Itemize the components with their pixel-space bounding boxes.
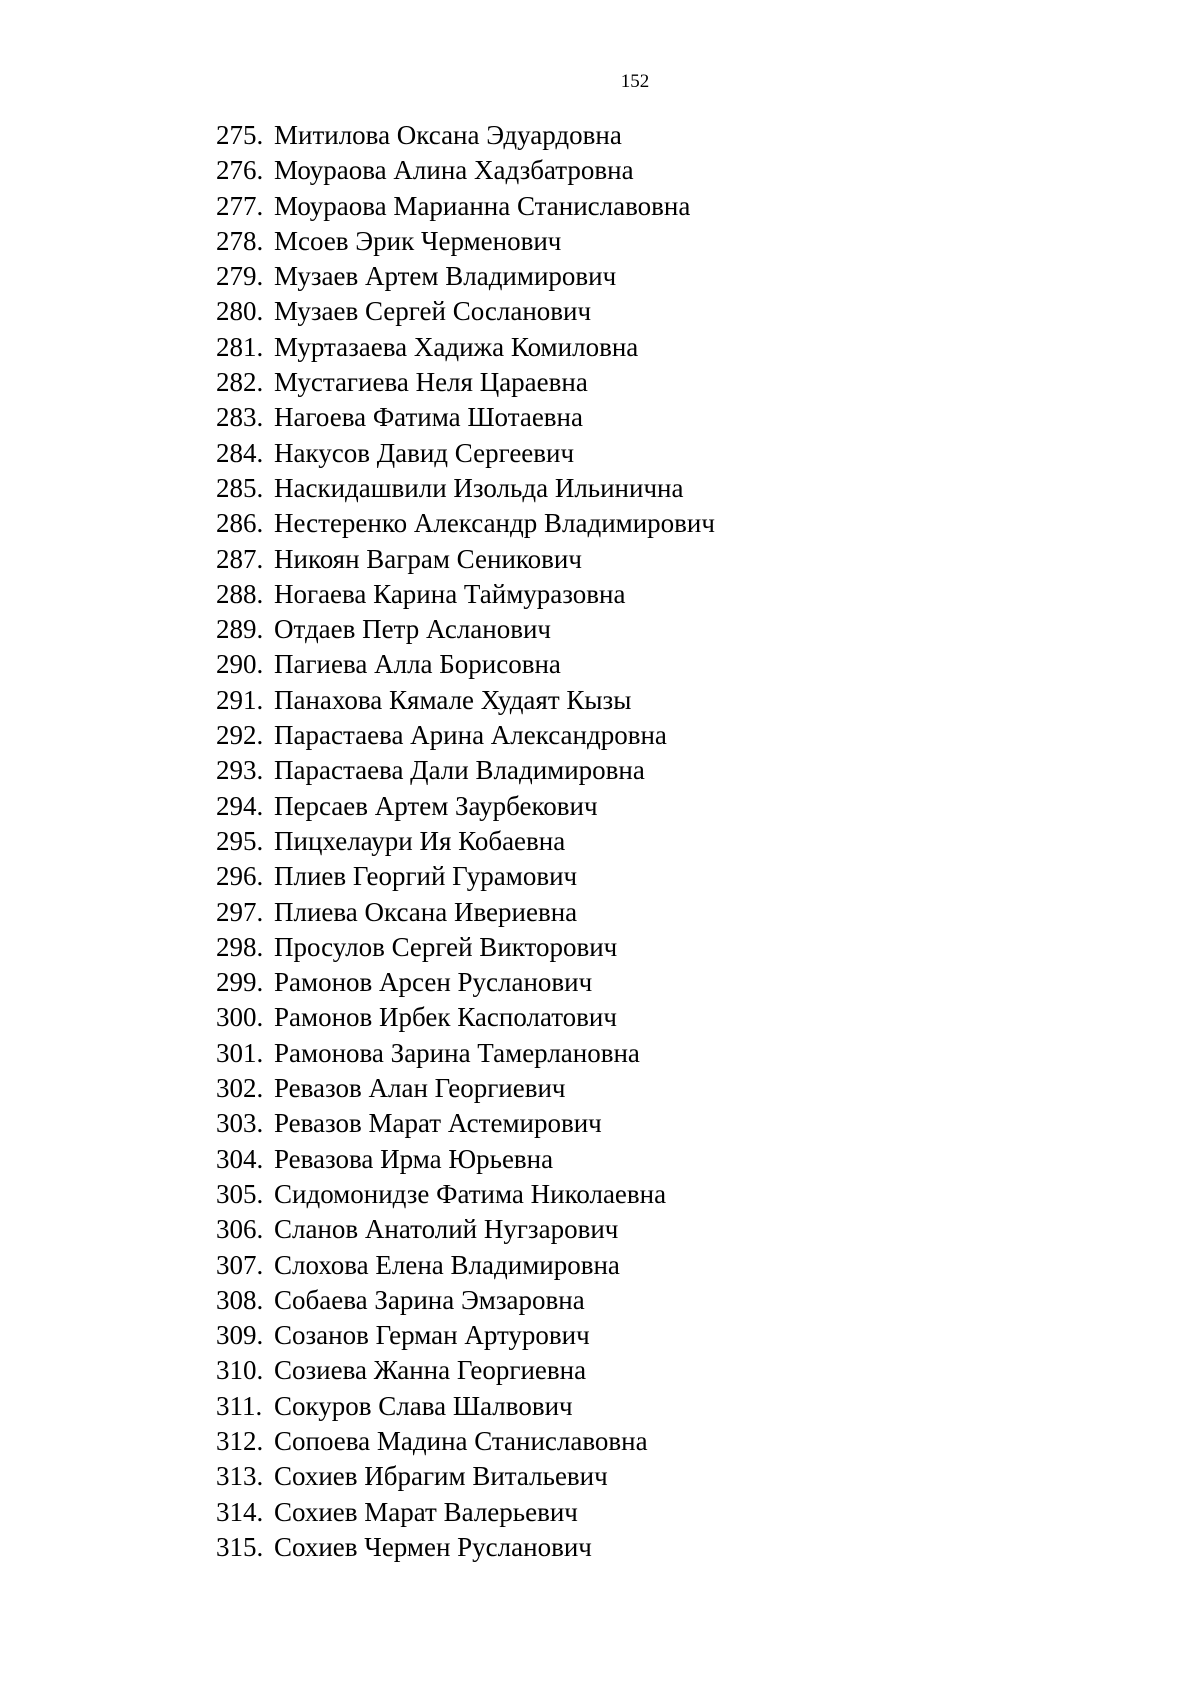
list-item (216, 824, 715, 859)
list-item (216, 895, 715, 930)
list-item (216, 577, 715, 612)
list-item-number: 281. (216, 331, 264, 362)
list-item-number: 311. (216, 1390, 263, 1421)
list-item-name: Рамонова Зарина Тамерлановна (274, 1037, 640, 1068)
list-item-name: Никоян Ваграм Сеникович (274, 543, 582, 574)
list-item-number: 296. (216, 861, 264, 892)
list-item (216, 683, 715, 718)
list-item-name: Просулов Сергей Викторович (274, 931, 618, 962)
list-item-name: Парастаева Арина Александровна (274, 720, 667, 751)
list-item-name: Сохиев Марат Валерьевич (274, 1496, 578, 1527)
list-item-number: 283. (216, 402, 264, 433)
list-item (216, 259, 715, 294)
list-item-number: 276. (216, 155, 264, 186)
list-item-name: Рамонов Арсен Русланович (274, 967, 593, 998)
list-item-name: Плиева Оксана Ивериевна (274, 896, 578, 927)
list-item (216, 1353, 715, 1388)
list-item-number: 284. (216, 437, 264, 468)
list-item-name: Персаев Артем Заурбекович (274, 790, 598, 821)
list-item (216, 153, 715, 188)
list-item-name: Пагиева Алла Борисовна (274, 649, 561, 680)
list-item-name: Сопоева Мадина Станиславовна (274, 1425, 648, 1456)
list-item-name: Мсоев Эрик Черменович (274, 225, 562, 256)
list-item-name: Панахова Кямале Худаят Кызы (274, 684, 632, 715)
list-item (216, 612, 715, 647)
list-item (216, 1071, 715, 1106)
list-item-name: Собаева Зарина Эмзаровна (274, 1284, 585, 1315)
list-item-number: 305. (216, 1178, 264, 1209)
list-item-number: 313. (216, 1461, 264, 1492)
list-item-number: 314. (216, 1496, 264, 1527)
list-item (216, 1248, 715, 1283)
list-item-number: 297. (216, 896, 264, 927)
list-item (216, 365, 715, 400)
list-item-name: Сланов Анатолий Нугзарович (274, 1214, 619, 1245)
list-item (216, 1177, 715, 1212)
list-item (216, 965, 715, 1000)
list-item (216, 647, 715, 682)
list-item-number: 302. (216, 1073, 264, 1104)
list-item-number: 279. (216, 261, 264, 292)
list-item-name: Накусов Давид Сергеевич (274, 437, 575, 468)
list-item-name: Муртазаева Хадижа Комиловна (274, 331, 639, 362)
list-item (216, 224, 715, 259)
list-item (216, 542, 715, 577)
list-item (216, 506, 715, 541)
list-item-number: 288. (216, 578, 264, 609)
list-item-name: Мустагиева Неля Цараевна (274, 367, 588, 398)
list-item-number: 285. (216, 472, 264, 503)
list-item-name: Музаев Артем Владимирович (274, 261, 617, 292)
name-list (216, 118, 715, 1565)
list-item-number: 300. (216, 1002, 264, 1033)
list-item-name: Плиев Георгий Гурамович (274, 861, 578, 892)
list-item-name: Моураова Алина Хадзбатровна (274, 155, 634, 186)
list-item-number: 293. (216, 755, 264, 786)
list-item-name: Наскидашвили Изольда Ильинична (274, 472, 684, 503)
page-number: 152 (620, 71, 650, 92)
list-item-number: 287. (216, 543, 264, 574)
list-item-name: Созиева Жанна Георгиевна (274, 1355, 587, 1386)
list-item-name: Отдаев Петр Асланович (274, 614, 552, 645)
list-item-name: Сохиев Чермен Русланович (274, 1531, 592, 1562)
list-item-number: 298. (216, 931, 264, 962)
list-item (216, 189, 715, 224)
list-item-number: 310. (216, 1355, 264, 1386)
list-item-name: Нестеренко Александр Владимирович (274, 508, 715, 539)
list-item (216, 1106, 715, 1141)
list-item (216, 1495, 715, 1530)
list-item (216, 436, 715, 471)
list-item-number: 304. (216, 1143, 264, 1174)
list-item-number: 290. (216, 649, 264, 680)
list-item-name: Рамонов Ирбек Касполатович (274, 1002, 617, 1033)
list-item-number: 299. (216, 967, 264, 998)
list-item-name: Музаев Сергей Сосланович (274, 296, 592, 327)
list-item (216, 859, 715, 894)
list-item-name: Слохова Елена Владимировна (274, 1249, 620, 1280)
list-item-number: 277. (216, 190, 264, 221)
list-item-name: Ревазов Алан Георгиевич (274, 1073, 566, 1104)
list-item-name: Созанов Герман Артурович (274, 1320, 590, 1351)
list-item-number: 303. (216, 1108, 264, 1139)
list-item (216, 1212, 715, 1247)
list-item (216, 1318, 715, 1353)
list-item-number: 292. (216, 720, 264, 751)
list-item (216, 1530, 715, 1565)
list-item (216, 718, 715, 753)
list-item-name: Ногаева Карина Таймуразовна (274, 578, 626, 609)
list-item-number: 306. (216, 1214, 264, 1245)
list-item-name: Ревазова Ирма Юрьевна (274, 1143, 554, 1174)
list-item-number: 312. (216, 1425, 264, 1456)
list-item (216, 789, 715, 824)
list-item-number: 291. (216, 684, 264, 715)
list-item-number: 307. (216, 1249, 264, 1280)
list-item (216, 294, 715, 329)
list-item-number: 295. (216, 825, 264, 856)
list-item-number: 308. (216, 1284, 264, 1315)
list-item (216, 1389, 715, 1424)
list-item-number: 309. (216, 1320, 264, 1351)
list-item (216, 1283, 715, 1318)
list-item (216, 400, 715, 435)
list-item (216, 1142, 715, 1177)
list-item-name: Митилова Оксана Эдуардовна (274, 120, 622, 150)
list-item-name: Парастаева Дали Владимировна (274, 755, 645, 786)
list-item-name: Моураова Марианна Станиславовна (274, 190, 691, 221)
list-item-number: 294. (216, 790, 264, 821)
list-item (216, 753, 715, 788)
list-item (216, 471, 715, 506)
list-item-number: 282. (216, 367, 264, 398)
list-item (216, 1424, 715, 1459)
list-item-number: 301. (216, 1037, 264, 1068)
list-item-number: 286. (216, 508, 264, 539)
list-item-number: 278. (216, 225, 264, 256)
list-item (216, 118, 715, 153)
list-item-number: 275. (216, 120, 264, 150)
list-item-number: 280. (216, 296, 264, 327)
list-item-number: 289. (216, 614, 264, 645)
list-item-name: Сидомонидзе Фатима Николаевна (274, 1178, 667, 1209)
list-item (216, 1000, 715, 1035)
list-item-name: Нагоева Фатима Шотаевна (274, 402, 583, 433)
list-item-name: Сохиев Ибрагим Витальевич (274, 1461, 608, 1492)
list-item-name: Пицхелаури Ия Кобаевна (274, 825, 566, 856)
list-item-name: Сокуров Слава Шалвович (274, 1390, 573, 1421)
list-item (216, 330, 715, 365)
list-item (216, 930, 715, 965)
list-item (216, 1036, 715, 1071)
list-item-number: 315. (216, 1531, 264, 1562)
list-item (216, 1459, 715, 1494)
list-item-name: Ревазов Марат Астемирович (274, 1108, 602, 1139)
